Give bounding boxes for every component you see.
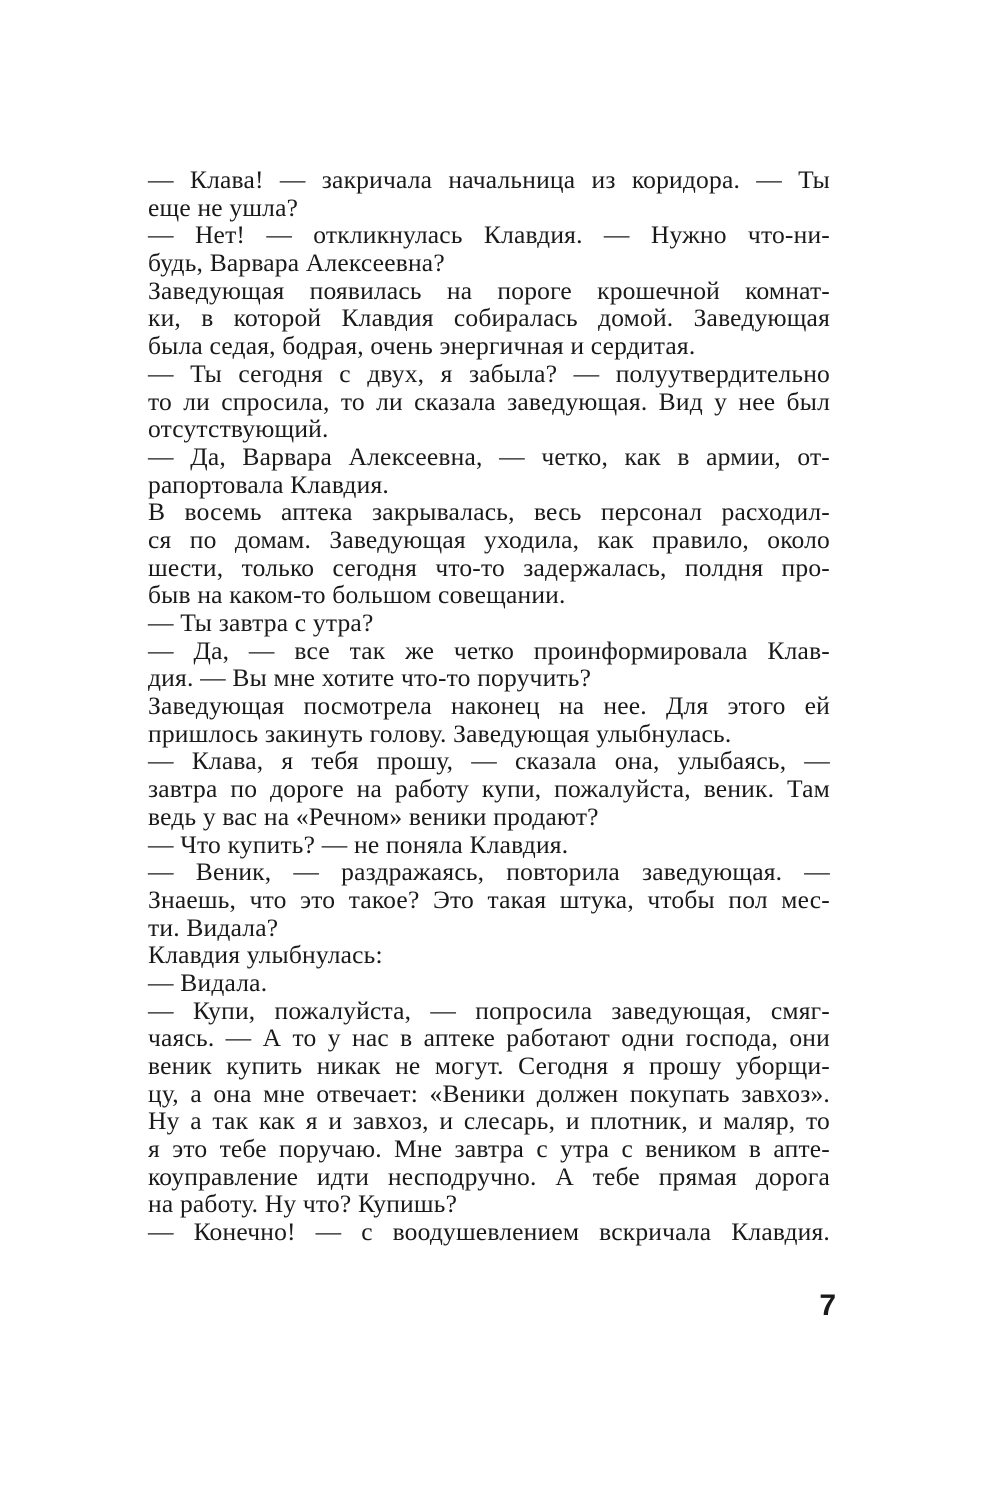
- text-line: Заведующая посмотрела наконец на нее. Для этого ей: [148, 691, 830, 721]
- text-line: была седая, бодрая, очень энергичная и сердитая.: [148, 331, 696, 361]
- text-line: рапортовала Клавдия.: [148, 469, 389, 499]
- page-number: 7: [819, 1289, 836, 1322]
- text-line: — Да, Варвара Алексеевна, — четко, как в армии, от-: [148, 441, 830, 471]
- text-line: — Что купить? — не поняла Клавдия.: [148, 829, 569, 859]
- text-line: ти. Видала?: [148, 912, 279, 942]
- text-line: шести, только сегодня что-то задержалась, полдня про-: [148, 552, 830, 582]
- text-line: — Ты завтра с утра?: [148, 608, 374, 637]
- text-line: ки, в которой Клавдия собиралась домой. Заведующая: [148, 303, 830, 333]
- text-line: — Купи, пожалуйста, — попросила заведующая, смяг-: [148, 995, 830, 1025]
- text-line: пришлось закинуть голову. Заведующая улыбнулась.: [148, 718, 732, 748]
- text-line: — Веник, — раздражаясь, повторила заведующая. —: [148, 857, 830, 887]
- body-text: [148, 166, 830, 1246]
- text-line: завтра по дороге на работу купи, пожалуйста, веник. Там: [148, 774, 830, 804]
- text-line: веник купить никак не могут. Сегодня я прошу уборщи-: [148, 1051, 830, 1080]
- text-line: будь, Варвара Алексеевна?: [148, 248, 445, 278]
- text-line: Ну а так как я и завхоз, и слесарь, и плотник, и маляр, то: [148, 1106, 830, 1136]
- text-line: — Нет! — откликнулась Клавдия. — Нужно что-ни-: [148, 220, 830, 250]
- text-line: — Конечно! — с воодушевлением вскричала Клавдия.: [148, 1217, 830, 1247]
- text-line: ся по домам. Заведующая уходила, как правило, около: [148, 524, 830, 554]
- text-line: ведь у вас на «Речном» веники продают?: [148, 801, 599, 831]
- text-line: дия. — Вы мне хотите что-то поручить?: [148, 663, 592, 693]
- text-line: Знаешь, что это такое? Это такая штука, чтобы пол мес-: [148, 884, 830, 914]
- text-line: на работу. Ну что? Купишь?: [148, 1189, 458, 1219]
- text-line: В восемь аптека закрывалась, весь персонал расходил-: [148, 497, 830, 527]
- text-line: чаясь. — А то у нас в аптеке работают одни господа, они: [148, 1023, 830, 1053]
- text-line: быв на каком-то большом совещании.: [148, 580, 566, 610]
- text-line: еще не ушла?: [148, 192, 299, 222]
- text-line: — Клава, я тебя прошу, — сказала она, улыбаясь, —: [148, 746, 830, 776]
- text-line: коуправление идти несподручно. А тебе прямая дорога: [148, 1161, 830, 1191]
- text-line: Клавдия улыбнулась:: [148, 940, 383, 970]
- text-line: — Клава! — закричала начальница из коридора. — Ты: [148, 165, 830, 194]
- text-line: Заведующая появилась на пороге крошечной комнат-: [148, 275, 830, 305]
- text-line: цу, а она мне отвечает: «Веники должен покупать завхоз».: [148, 1078, 830, 1108]
- text-line: отсутствующий.: [148, 414, 329, 444]
- text-line: — Ты сегодня с двух, я забыла? — полуутвердительно: [148, 358, 830, 388]
- text-line: я это тебе поручаю. Мне завтра с утра с веником в апте-: [148, 1134, 830, 1164]
- text-line: — Да, — все так же четко проинформировала Клав-: [148, 635, 830, 665]
- text-line: — Видала.: [148, 967, 268, 997]
- text-line: то ли спросила, то ли сказала заведующая. Вид у нее был: [148, 386, 830, 416]
